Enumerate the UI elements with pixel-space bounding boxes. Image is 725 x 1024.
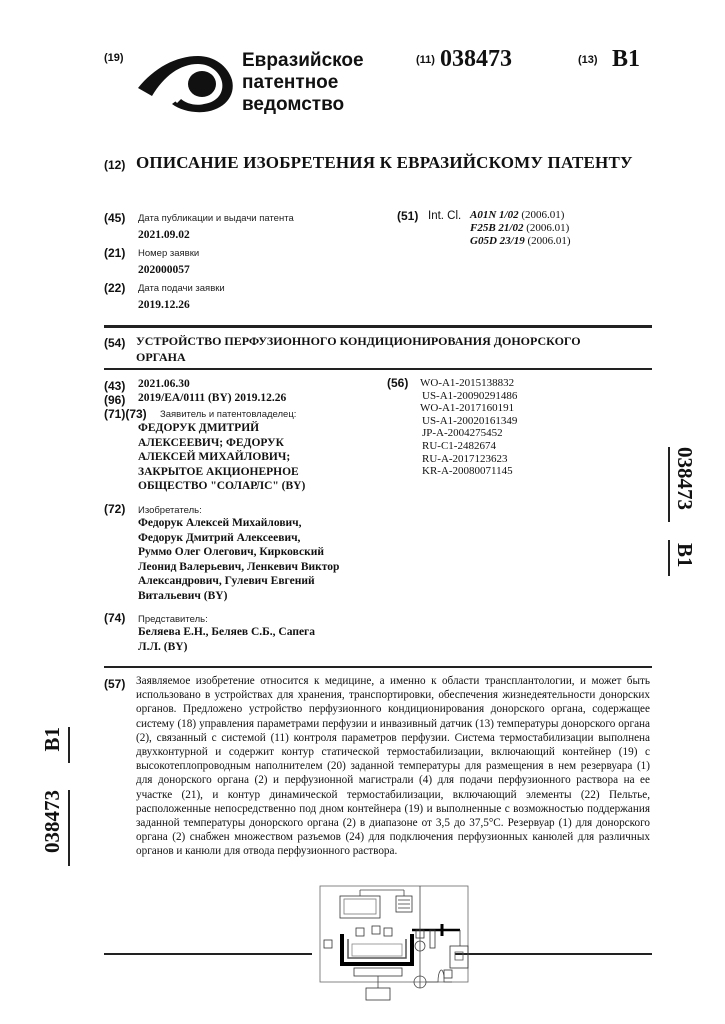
office-name-line: Евразийское [242, 50, 364, 71]
footer-rule [104, 953, 312, 955]
patent-figure [312, 884, 498, 1004]
citation: KR-A-20080071145 [422, 465, 513, 478]
inid-code-96: (96) [104, 393, 126, 407]
office-name-line: патентное [242, 72, 339, 93]
citation: WO-A1-2015138832 [420, 377, 515, 389]
applicant-line: АЛЕКСЕЙ МИХАЙЛОВИЧ; [138, 451, 291, 464]
inventor-names [138, 516, 339, 604]
section-divider [104, 325, 652, 328]
cited-documents [420, 377, 517, 478]
document-title: ОПИСАНИЕ ИЗОБРЕТЕНИЯ К ЕВРАЗИЙСКОМУ ПАТЕНТУ [136, 153, 633, 172]
inid-code-72: (72) [104, 502, 126, 516]
applicant-line: ФЕДОРУК ДМИТРИЙ [138, 422, 260, 434]
inid-code-71-73: (71)(73) [104, 407, 147, 421]
side-mark-rule [668, 447, 670, 522]
office-name-line: ведомство [242, 94, 345, 115]
inid-code-54: (54) [104, 336, 126, 350]
invention-title [136, 333, 581, 365]
invention-title-line: ОРГАНА [136, 350, 186, 364]
applicant-label: Заявитель и патентовладелец: [160, 409, 297, 420]
inid-code-51: (51) [397, 209, 419, 223]
applicant-line: ОБЩЕСТВО "СОЛАРЛС" (BY) [138, 480, 306, 493]
inid-code-56: (56) [387, 376, 409, 390]
applicant-line: ЗАКРЫТОЕ АКЦИОНЕРНОЕ [138, 465, 299, 478]
side-mark-rule [668, 540, 670, 576]
inid-code-74: (74) [104, 611, 126, 625]
citation: US-A1-20020161349 [422, 414, 518, 427]
application-number-value: 202000057 [138, 264, 190, 276]
publication-date-label: Дата публикации и выдачи патента [138, 213, 294, 224]
publication-number: 038473 [440, 46, 512, 72]
inid-code-22: (22) [104, 281, 126, 295]
inid-code-13: (13) [578, 54, 598, 66]
application-number-label: Номер заявки [138, 248, 200, 259]
applicant-names [138, 421, 305, 494]
office-name [242, 50, 364, 116]
side-kind-code-left: B1 [40, 727, 64, 752]
inventor-line: Леонид Валерьевич, Ленкевич Виктор [138, 560, 340, 573]
filing-date-value: 2019.12.26 [138, 299, 190, 311]
kind-code: B1 [612, 46, 641, 72]
ipc-class: F25B 21/02 (2006.01) [470, 222, 570, 234]
application-publication-date: 2021.06.30 [138, 378, 190, 390]
section-divider [104, 368, 652, 370]
inventor-line: Федорук Алексей Михайлович, [138, 517, 302, 529]
citation: RU-C1-2482674 [422, 439, 496, 452]
citation: JP-A-2004275452 [422, 427, 503, 440]
ipc-label: Int. Cl. [428, 210, 462, 222]
ipc-class-list [470, 209, 571, 248]
inid-code-57: (57) [104, 677, 126, 691]
publication-date-value: 2021.09.02 [138, 229, 190, 241]
filing-date-label: Дата подачи заявки [138, 283, 225, 294]
representative-line: Л.Л. (BY) [138, 640, 188, 653]
ipc-class: G05D 23/19 (2006.01) [470, 235, 571, 247]
eapo-logo-icon [136, 52, 236, 114]
applicant-line: АЛЕКСЕЕВИЧ; ФЕДОРУК [138, 436, 284, 449]
invention-title-line: УСТРОЙСТВО ПЕРФУЗИОННОГО КОНДИЦИОНИРОВАНИЯ ДОНОРСКОГО [136, 334, 581, 348]
inid-code-12: (12) [104, 158, 126, 172]
inventor-line: Витальевич (BY) [138, 589, 228, 602]
inventor-line: Руммо Олег Олегович, Кирковский [138, 546, 324, 559]
inventor-line: Александрович, Гулевич Евгений [138, 575, 315, 588]
citation: WO-A1-2017160191 [420, 402, 515, 415]
inid-code-11: (11) [416, 54, 435, 66]
inid-code-45: (45) [104, 211, 126, 225]
representative-line: Беляева Е.Н., Беляев С.Б., Сапега [138, 626, 316, 638]
ipc-class: A01N 1/02 (2006.01) [470, 209, 565, 221]
citation: RU-A-2017123623 [422, 452, 508, 465]
inid-code-19: (19) [104, 52, 124, 64]
inid-code-43: (43) [104, 379, 126, 393]
section-divider [104, 666, 652, 668]
representative-names [138, 625, 315, 654]
side-kind-code-right: B1 [673, 543, 697, 568]
representative-label: Представитель: [138, 614, 208, 625]
side-mark-rule [68, 727, 70, 763]
abstract-text: Заявляемое изобретение относится к медицине, а именно к области трансплантологии, и может быть использовано в устройствах для хранения, транспортировки, обеспечения жизнедеятельности донорских органов. Предложено устройство перфузионного кондиционирования донорского органа, содержащее систему (18) управления параметрами перфузии и инвазивный датчик (13) температуры донорского органа (2), связанный с системой (11) контроля параметров перфузии. Система термостабилизации выполнена двухконтурной и содержит контур статической термостабилизации, включающий контейнер (19) с высокотеплопроводным наполнителем (20) заданной температуры для размещения в нем резервуара (1) для донорского органа (2) и перфузионной магистрали (4) для подачи перфузионного раствора на ее участке (21), и контур динамической термостабилизации, включающий элементы (22) Пельтье, расположенные непосредственно под дном контейнера (19) и выполненные с возможностью поддержания заданной температуры донорского органа (2) в диапазоне от 3,5 до 37,5°C. Резервуар (1) для донорского органа (2) снабжен множеством разъемов (24) для подключения перфузионных канюлей для различных органов и канюли для отвода перфузионного раствора. [136, 675, 650, 858]
inventor-line: Федорук Дмитрий Алексеевич, [138, 531, 301, 544]
side-publication-number-right: 038473 [673, 447, 697, 510]
side-mark-rule [68, 790, 70, 866]
eurasian-application-data: 2019/EA/0111 (BY) 2019.12.26 [138, 392, 287, 404]
inid-code-21: (21) [104, 246, 126, 260]
side-publication-number-left: 038473 [40, 790, 64, 853]
inventors-label: Изобретатель: [138, 505, 202, 516]
citation: US-A1-20090291486 [422, 389, 518, 402]
